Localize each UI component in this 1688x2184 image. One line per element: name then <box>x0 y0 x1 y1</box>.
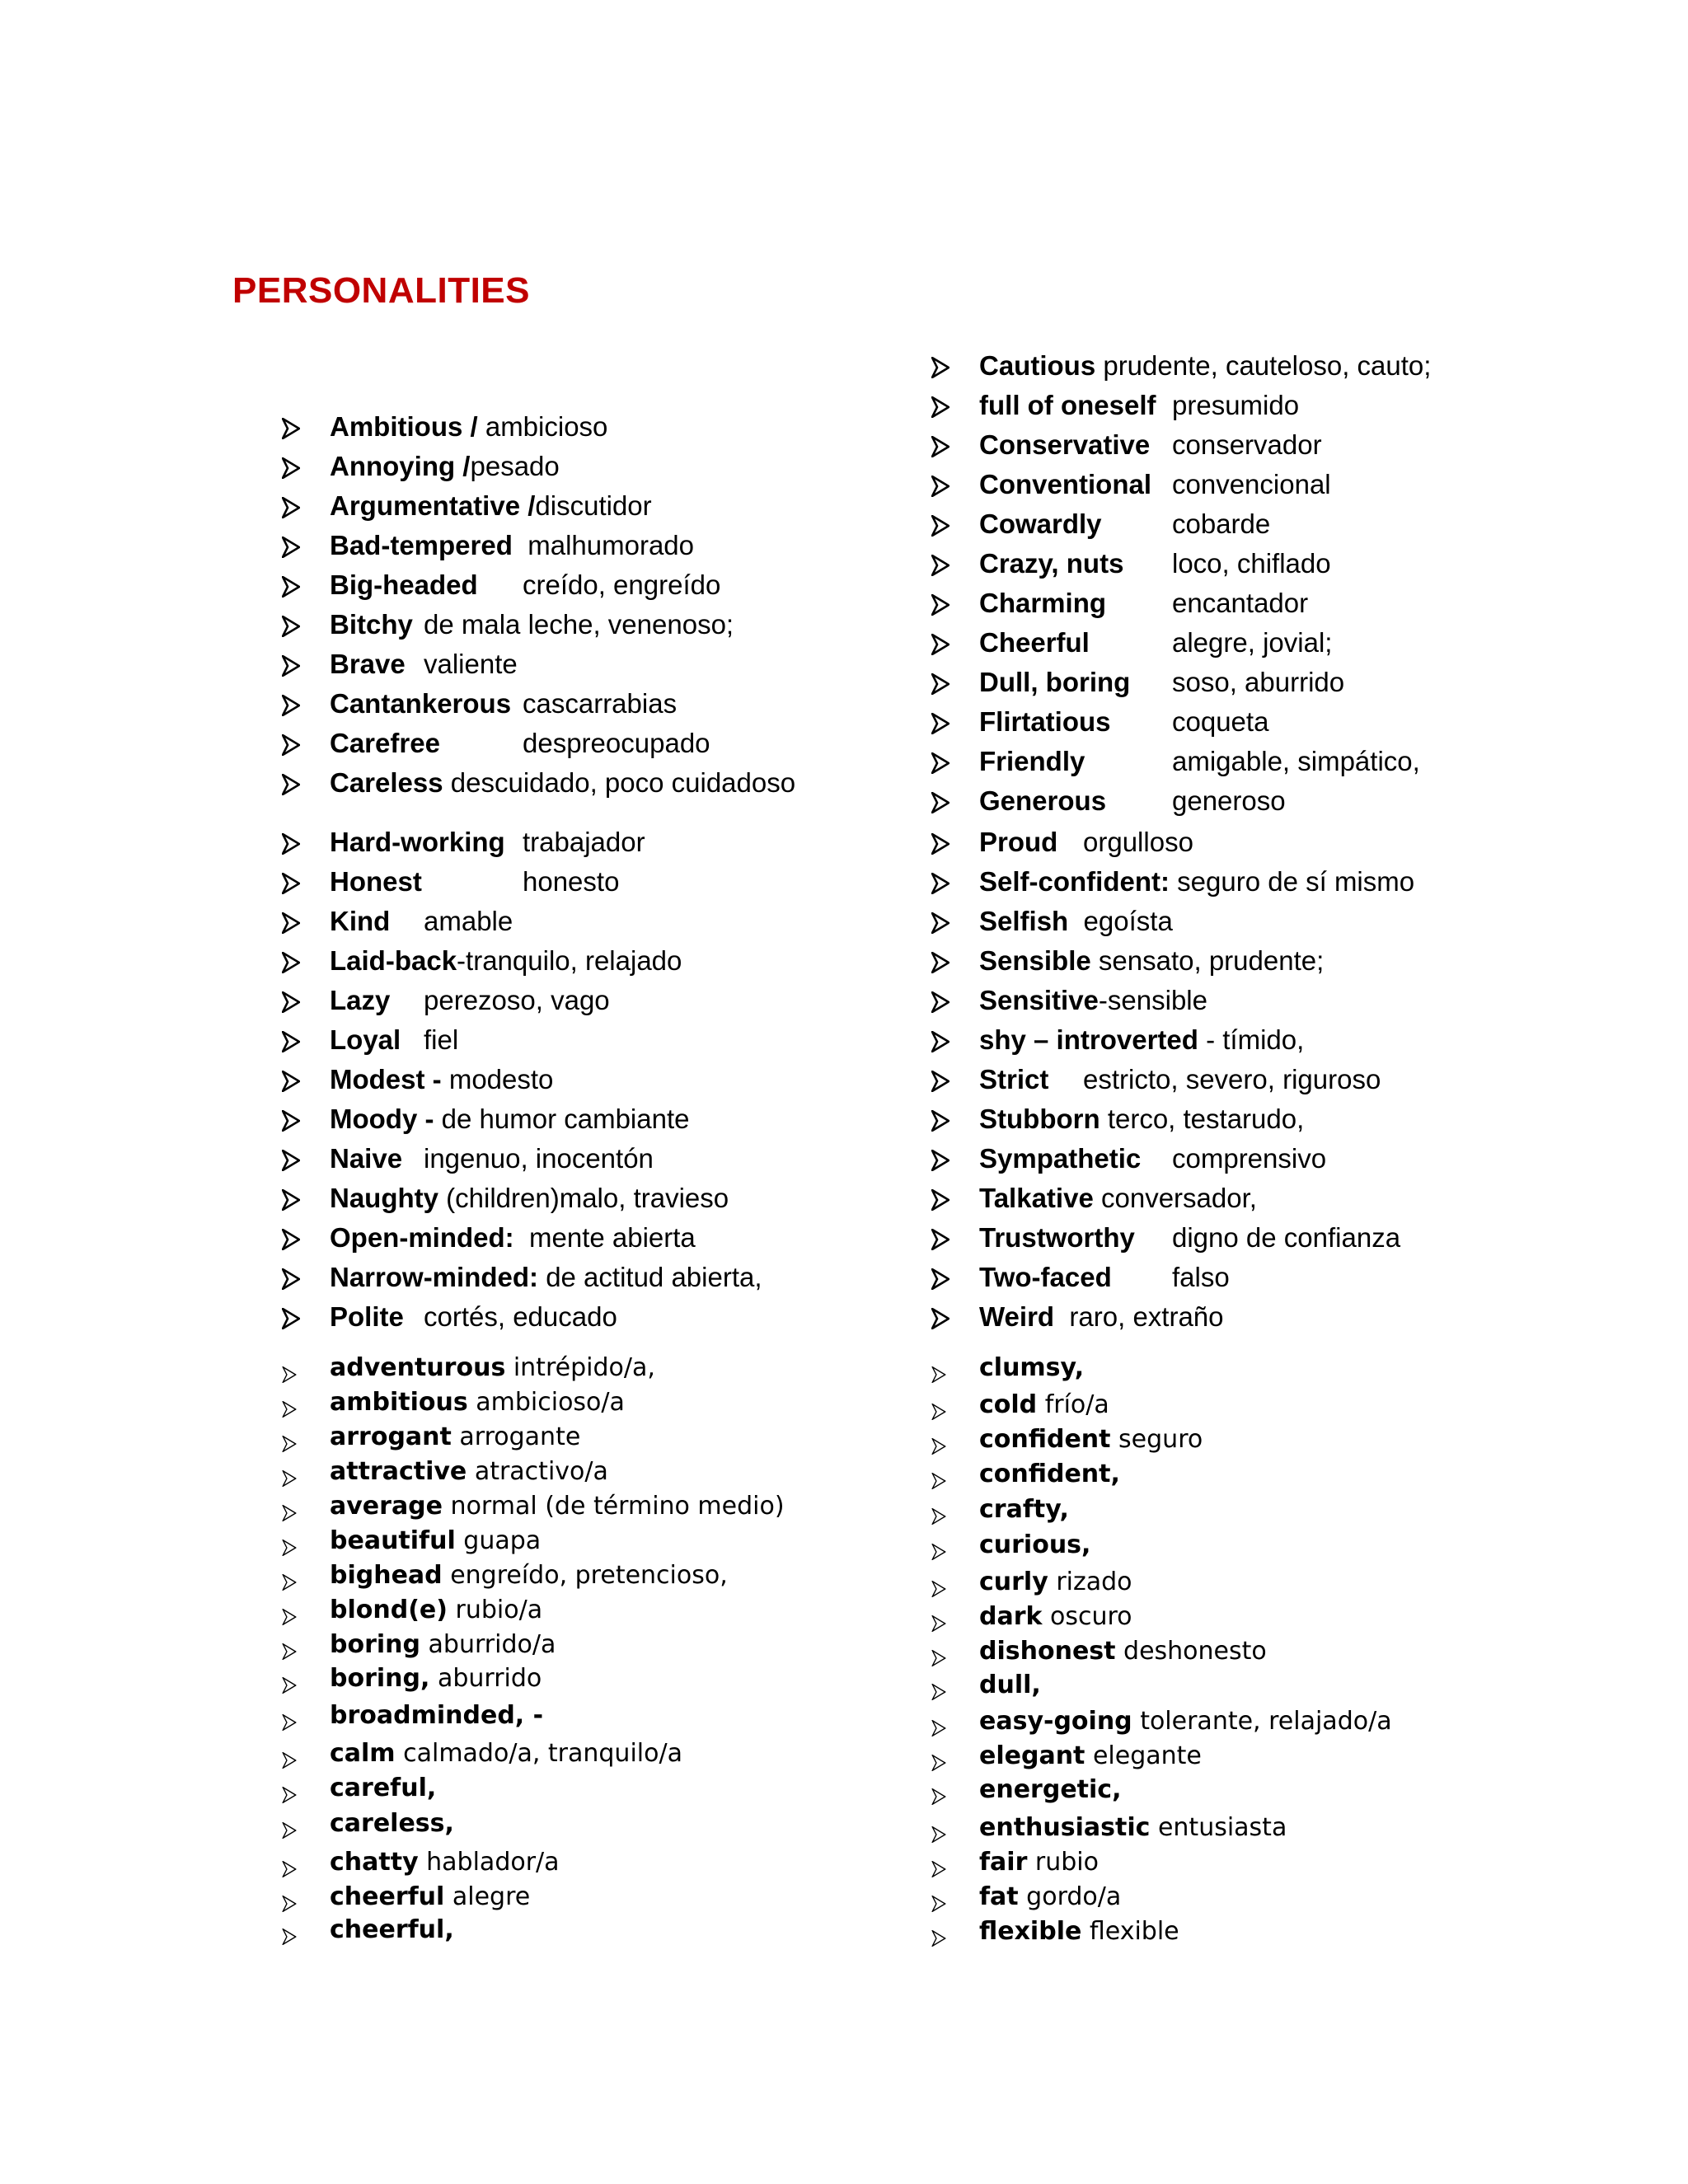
arrow-bullet-icon <box>282 535 300 556</box>
arrow-bullet-icon <box>931 1854 946 1871</box>
vocab-separator <box>538 1262 546 1292</box>
vocab-term: boring <box>330 1630 420 1659</box>
arrow-bullet-icon <box>931 672 950 693</box>
arrow-bullet-icon <box>282 1889 297 1905</box>
vocab-term: boring, <box>330 1664 430 1693</box>
vocab-term: chatty <box>330 1848 419 1877</box>
vocab-translation: de humor cambiante <box>441 1104 690 1134</box>
arrow-bullet-icon <box>931 1397 946 1413</box>
vocab-term: Naive <box>330 1143 403 1174</box>
arrow-bullet-icon <box>931 1924 946 1940</box>
vocab-term: Loyal <box>330 1024 401 1055</box>
arrow-bullet-icon <box>282 1816 297 1832</box>
vocab-translation: generoso <box>1172 785 1286 816</box>
arrow-bullet-icon <box>282 1671 297 1687</box>
vocab-separator <box>1170 866 1177 897</box>
vocab-term: energetic, <box>979 1775 1122 1804</box>
vocab-translation: gordo/a <box>1018 1882 1122 1911</box>
vocab-translation: conversador, <box>1100 1183 1257 1213</box>
vocab-translation: atractivo/a <box>467 1457 608 1486</box>
vocab-translation: creído, engreído <box>523 569 721 600</box>
vocab-translation: tolerante, relajado/a <box>1132 1707 1392 1736</box>
arrow-bullet-icon <box>282 416 300 438</box>
vocab-term: Charming <box>979 588 1107 618</box>
vocab-term: Naughty <box>330 1183 438 1213</box>
arrow-bullet-icon <box>282 693 300 715</box>
arrow-bullet-icon <box>931 1748 946 1765</box>
vocab-translation: despreocupado <box>523 728 710 758</box>
vocab-term: Honest <box>330 866 422 897</box>
vocab-translation: descuidado, poco cuidadoso <box>450 767 796 798</box>
vocab-term: confident <box>979 1425 1111 1454</box>
vocab-term: Cheerful <box>979 627 1090 658</box>
arrow-bullet-icon <box>282 1637 297 1653</box>
arrow-bullet-icon <box>282 1746 297 1762</box>
vocab-term: Ambitious <box>330 411 463 442</box>
vocab-separator <box>1068 906 1083 936</box>
vocab-translation: hablador/a <box>418 1848 560 1877</box>
vocab-term: Friendly <box>979 746 1085 776</box>
vocab-translation: ambicioso/a <box>467 1388 625 1417</box>
vocab-term: Self-confident: <box>979 866 1170 897</box>
arrow-bullet-icon <box>931 950 950 972</box>
arrow-bullet-icon <box>282 654 300 675</box>
arrow-bullet-icon <box>931 1820 946 1836</box>
arrow-bullet-icon <box>282 456 300 477</box>
vocab-translation: rubio <box>1027 1848 1099 1877</box>
vocab-translation: ingenuo, inocentón <box>424 1143 654 1174</box>
arrow-bullet-icon <box>282 1394 297 1411</box>
vocab-translation: intrépido/a, <box>505 1353 655 1382</box>
arrow-bullet-icon <box>282 950 300 972</box>
arrow-bullet-icon <box>931 632 950 654</box>
arrow-bullet-icon <box>931 434 950 456</box>
vocab-term: cheerful <box>330 1882 445 1911</box>
vocab-translation: de actitud abierta, <box>546 1262 762 1292</box>
vocab-term: Bitchy <box>330 609 413 640</box>
vocab-separator <box>1091 945 1099 976</box>
vocab-term: Open-minded: <box>330 1222 514 1253</box>
vocab-term: Laid-back <box>330 945 457 976</box>
vocab-term: clumsy, <box>979 1353 1085 1382</box>
vocab-translation: arrogante <box>451 1422 581 1451</box>
vocab-translation: honesto <box>523 866 620 897</box>
arrow-bullet-icon <box>282 772 300 794</box>
arrow-bullet-icon <box>282 1029 300 1051</box>
vocab-translation: comprensivo <box>1172 1143 1327 1174</box>
vocab-term: Two-faced <box>979 1262 1112 1292</box>
arrow-bullet-icon <box>282 1306 300 1328</box>
arrow-bullet-icon <box>931 1643 946 1660</box>
vocab-term: elegant <box>979 1741 1085 1770</box>
vocab-term: careful, <box>330 1774 437 1802</box>
vocab-term: cold <box>979 1390 1038 1419</box>
arrow-bullet-icon <box>282 1708 297 1724</box>
vocab-translation: entusiasta <box>1150 1813 1287 1842</box>
vocab-translation: pesado <box>470 451 560 481</box>
vocab-term: Sympathetic <box>979 1143 1142 1174</box>
vocab-translation: falso <box>1172 1262 1230 1292</box>
arrow-bullet-icon <box>931 553 950 574</box>
vocab-translation: perezoso, vago <box>424 985 610 1015</box>
vocab-translation: aburrido <box>429 1664 542 1693</box>
arrow-bullet-icon <box>282 574 300 596</box>
vocab-term: Trustworthy <box>979 1222 1135 1253</box>
vocab-translation: guapa <box>455 1526 542 1555</box>
arrow-bullet-icon <box>931 395 950 416</box>
vocab-term: Bad-tempered <box>330 530 513 560</box>
vocab-term: Brave <box>330 649 406 679</box>
vocab-term: Conservative <box>979 429 1151 460</box>
vocab-translation: (children)malo, travieso <box>446 1183 729 1213</box>
page-title: PERSONALITIES <box>232 270 530 311</box>
vocab-term: flexible <box>979 1917 1082 1946</box>
vocab-term: Cowardly <box>979 509 1102 539</box>
vocab-term: Argumentative <box>330 490 521 521</box>
vocab-separator <box>1100 1104 1108 1134</box>
vocab-translation: estricto, severo, riguroso <box>1083 1064 1381 1094</box>
arrow-bullet-icon <box>931 1466 946 1483</box>
arrow-bullet-icon <box>931 1267 950 1288</box>
vocab-term: beautiful <box>330 1526 456 1555</box>
vocab-translation: -sensible <box>1098 985 1207 1015</box>
vocab-translation: loco, chiflado <box>1172 548 1331 579</box>
arrow-bullet-icon <box>931 1889 946 1905</box>
vocab-translation: calmado/a, tranquilo/a <box>395 1739 682 1768</box>
vocab-translation: normal (de término medio) <box>443 1492 785 1521</box>
vocab-translation: frío/a <box>1037 1390 1109 1419</box>
vocab-term: full of oneself <box>979 390 1156 420</box>
arrow-bullet-icon <box>931 1677 946 1694</box>
vocab-term: cheerful, <box>330 1915 454 1944</box>
vocab-term: Kind <box>330 906 391 936</box>
vocab-term: curly <box>979 1568 1048 1596</box>
arrow-bullet-icon <box>931 911 950 932</box>
vocab-term: average <box>330 1492 443 1521</box>
vocab-translation: encantador <box>1172 588 1309 618</box>
vocab-term: Stubborn <box>979 1104 1100 1134</box>
vocab-translation: elegante <box>1085 1741 1202 1770</box>
arrow-bullet-icon <box>282 990 300 1011</box>
arrow-bullet-icon <box>931 1782 946 1798</box>
vocab-term: Modest - <box>330 1064 442 1094</box>
vocab-translation: fiel <box>424 1024 459 1055</box>
vocab-separator <box>1054 1301 1069 1332</box>
vocab-translation: digno de confianza <box>1172 1222 1401 1253</box>
vocab-term: easy-going <box>979 1707 1132 1736</box>
vocab-separator <box>1094 1183 1101 1213</box>
vocab-separator <box>1198 1024 1206 1055</box>
arrow-bullet-icon <box>931 1069 950 1090</box>
vocab-translation: raro, extraño <box>1069 1301 1224 1332</box>
vocab-term: Sensitive <box>979 985 1099 1015</box>
arrow-bullet-icon <box>931 1360 946 1376</box>
vocab-translation: presumido <box>1172 390 1300 420</box>
vocab-translation: convencional <box>1172 469 1331 499</box>
vocab-translation: rizado <box>1048 1568 1132 1596</box>
arrow-bullet-icon <box>282 495 300 517</box>
vocab-translation: malhumorado <box>528 530 695 560</box>
vocab-term: Moody - <box>330 1104 434 1134</box>
vocab-translation: deshonesto <box>1115 1637 1267 1666</box>
vocab-translation: -tranquilo, relajado <box>457 945 682 976</box>
arrow-bullet-icon <box>931 832 950 853</box>
arrow-bullet-icon <box>282 1227 300 1249</box>
vocab-term: blond(e) <box>330 1596 448 1624</box>
vocab-translation: mente abierta <box>529 1222 696 1253</box>
vocab-term: Selfish <box>979 906 1069 936</box>
arrow-bullet-icon <box>931 990 950 1011</box>
arrow-bullet-icon <box>282 1108 300 1130</box>
vocab-term: fair <box>979 1848 1028 1877</box>
vocab-separator <box>514 1222 529 1253</box>
arrow-bullet-icon <box>931 790 950 812</box>
vocab-term: Talkative <box>979 1183 1094 1213</box>
vocab-term: Conventional <box>979 469 1152 499</box>
vocab-translation: egoísta <box>1083 906 1173 936</box>
vocab-term: Sensible <box>979 945 1091 976</box>
vocab-translation: alegre, jovial; <box>1172 627 1333 658</box>
vocab-separator: / <box>462 411 485 442</box>
vocab-term: Big-headed <box>330 569 478 600</box>
arrow-bullet-icon <box>931 1306 950 1328</box>
arrow-bullet-icon <box>282 1922 297 1938</box>
vocab-term: Flirtatious <box>979 706 1111 737</box>
vocab-translation: orgulloso <box>1083 827 1193 857</box>
arrow-bullet-icon <box>282 871 300 893</box>
vocab-term: attractive <box>330 1457 467 1486</box>
arrow-bullet-icon <box>931 1148 950 1169</box>
arrow-bullet-icon <box>931 871 950 893</box>
vocab-translation: conservador <box>1172 429 1322 460</box>
vocab-term: Strict <box>979 1064 1049 1094</box>
vocab-translation: soso, aburrido <box>1172 667 1345 697</box>
arrow-bullet-icon <box>931 751 950 772</box>
vocab-separator <box>443 767 451 798</box>
arrow-bullet-icon <box>282 1148 300 1169</box>
vocab-term: calm <box>330 1739 396 1768</box>
vocab-translation: prudente, cauteloso, cauto; <box>1103 350 1432 381</box>
arrow-bullet-icon <box>282 1602 297 1619</box>
vocab-term: dark <box>979 1602 1043 1631</box>
arrow-bullet-icon <box>282 1267 300 1288</box>
vocab-term: Carefree <box>330 728 440 758</box>
vocab-translation: coqueta <box>1172 706 1269 737</box>
vocab-term: arrogant <box>330 1422 452 1451</box>
vocab-term: bighead <box>330 1561 443 1590</box>
arrow-bullet-icon <box>282 1780 297 1797</box>
vocab-translation: flexible <box>1081 1917 1179 1946</box>
arrow-bullet-icon <box>282 1498 297 1515</box>
arrow-bullet-icon <box>931 474 950 495</box>
vocab-term: Polite <box>330 1301 404 1332</box>
vocab-translation: seguro de sí mismo <box>1177 866 1415 897</box>
arrow-bullet-icon <box>282 733 300 754</box>
vocab-translation: alegre <box>444 1882 531 1911</box>
vocab-term: broadminded, - <box>330 1701 544 1730</box>
arrow-bullet-icon <box>931 1108 950 1130</box>
arrow-bullet-icon <box>931 1574 946 1591</box>
vocab-term: Careless <box>330 767 443 798</box>
vocab-translation: amigable, simpático, <box>1172 746 1420 776</box>
arrow-bullet-icon <box>282 1188 300 1209</box>
vocab-term: fat <box>979 1882 1019 1911</box>
vocab-separator <box>438 1183 446 1213</box>
vocab-translation: - tímido, <box>1206 1024 1305 1055</box>
vocab-translation: amable <box>424 906 513 936</box>
vocab-translation: terco, testarudo, <box>1107 1104 1305 1134</box>
arrow-bullet-icon <box>282 614 300 635</box>
vocab-term: adventurous <box>330 1353 506 1382</box>
vocab-separator <box>513 530 528 560</box>
vocab-term: confident, <box>979 1460 1120 1488</box>
arrow-bullet-icon <box>282 1429 297 1446</box>
vocab-translation: cobarde <box>1172 509 1271 539</box>
vocab-translation: cascarrabias <box>523 688 678 719</box>
vocab-term: ambitious <box>330 1388 468 1417</box>
arrow-bullet-icon <box>931 513 950 535</box>
vocab-term: enthusiastic <box>979 1813 1151 1842</box>
vocab-separator: / <box>520 490 536 521</box>
arrow-bullet-icon <box>282 911 300 932</box>
vocab-translation: oscuro <box>1042 1602 1132 1631</box>
arrow-bullet-icon <box>931 1227 950 1249</box>
vocab-term: Cautious <box>979 350 1096 381</box>
vocab-translation: engreído, pretencioso, <box>442 1561 728 1590</box>
vocab-separator <box>442 1064 449 1094</box>
vocab-translation: valiente <box>424 649 518 679</box>
vocab-term: careless, <box>330 1809 454 1838</box>
arrow-bullet-icon <box>931 1609 946 1625</box>
vocab-separator <box>434 1104 441 1134</box>
vocab-term: Weird <box>979 1301 1055 1332</box>
vocab-translation: modesto <box>448 1064 554 1094</box>
vocab-translation: rubio/a <box>447 1596 543 1624</box>
vocab-term: crafty, <box>979 1495 1069 1524</box>
arrow-bullet-icon <box>282 1464 297 1480</box>
arrow-bullet-icon <box>931 1029 950 1051</box>
vocab-separator <box>1095 350 1103 381</box>
arrow-bullet-icon <box>282 1360 297 1376</box>
vocab-term: Hard-working <box>330 827 505 857</box>
arrow-bullet-icon <box>931 1502 946 1518</box>
vocab-translation: trabajador <box>523 827 645 857</box>
vocab-term: Annoying / <box>330 451 471 481</box>
vocab-translation: sensato, prudente; <box>1098 945 1325 976</box>
vocab-term: shy – introverted <box>979 1024 1198 1055</box>
arrow-bullet-icon <box>931 1713 946 1730</box>
vocab-translation: aburrido/a <box>420 1630 556 1659</box>
arrow-bullet-icon <box>282 832 300 853</box>
vocab-term: Crazy, nuts <box>979 548 1124 579</box>
vocab-translation: seguro <box>1110 1425 1203 1454</box>
arrow-bullet-icon <box>282 1069 300 1090</box>
arrow-bullet-icon <box>282 1533 297 1549</box>
vocab-term: Cantankerous <box>330 688 512 719</box>
vocab-translation: cortés, educado <box>424 1301 617 1332</box>
vocab-translation: ambicioso <box>485 411 608 442</box>
arrow-bullet-icon <box>931 1432 946 1448</box>
vocab-term: dishonest <box>979 1637 1116 1666</box>
arrow-bullet-icon <box>931 1537 946 1554</box>
vocab-term: Lazy <box>330 985 391 1015</box>
arrow-bullet-icon <box>931 355 950 377</box>
arrow-bullet-icon <box>931 593 950 614</box>
arrow-bullet-icon <box>282 1854 297 1871</box>
arrow-bullet-icon <box>931 1188 950 1209</box>
vocab-translation: de mala leche, venenoso; <box>424 609 734 640</box>
vocab-term: Generous <box>979 785 1107 816</box>
vocab-term: Proud <box>979 827 1058 857</box>
vocab-translation: discutidor <box>535 490 652 521</box>
vocab-term: Narrow-minded: <box>330 1262 539 1292</box>
vocab-term: Dull, boring <box>979 667 1131 697</box>
arrow-bullet-icon <box>282 1568 297 1584</box>
arrow-bullet-icon <box>931 711 950 733</box>
vocab-term: dull, <box>979 1671 1041 1699</box>
vocab-term: curious, <box>979 1530 1091 1559</box>
